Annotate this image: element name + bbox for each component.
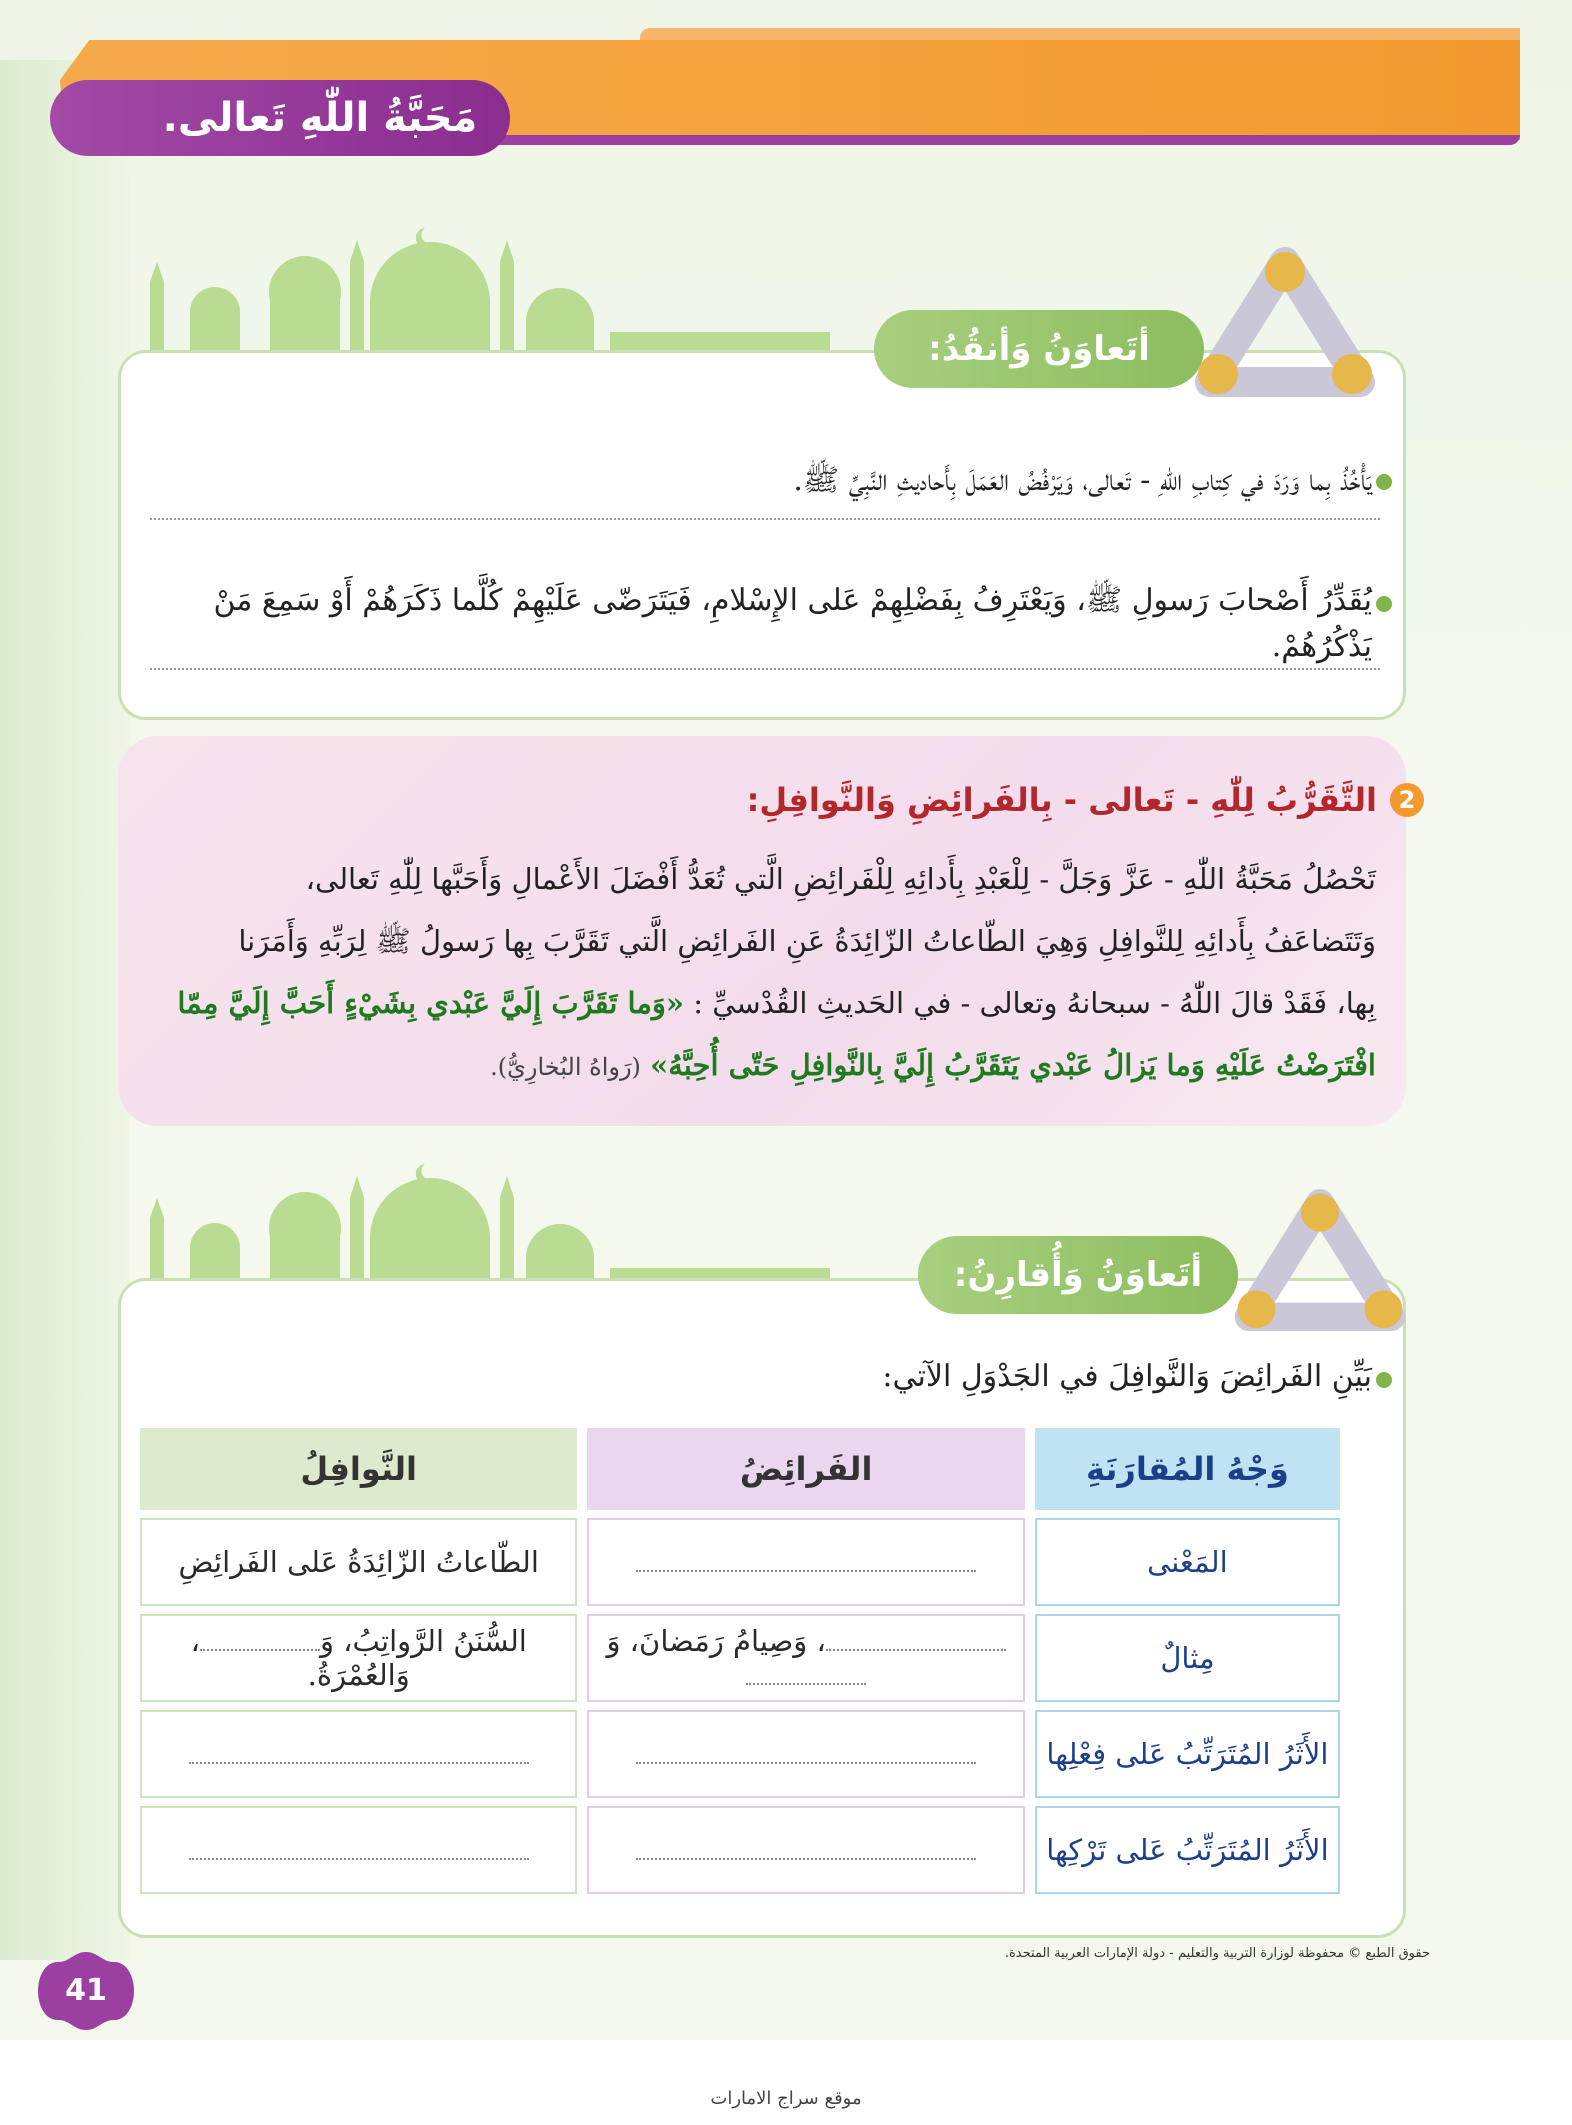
paragraph-line: وَتَتَضاعَفُ بِأَدائِهِ لِلنَّوافِلِ وَهِيَ الطّاعاتُ الزّائِدَةُ عَنِ الفَرائِضِ الَّتي تَقَرَّبَ بِها رَسولُ ﷺ لِرَبِّهِ وَأَمَرَنا bbox=[238, 924, 1376, 958]
mosque-skyline-icon bbox=[130, 222, 830, 362]
bullet-text-2: يُقَدِّرُ أَصْحابَ رَسولِ ﷺ، وَيَعْتَرِفُ بِفَضْلِهِمْ عَلى الإِسْلامِ، فَيَتَرَضّى عَلَيْهِمْ كُلَّما ذَكَرَهُمْ أَوْ سَمِعَ مَنْ يَذْكُرُهُمْ. bbox=[213, 583, 1372, 664]
paragraph-line: تَحْصُلُ مَحَبَّةُ اللّٰهِ - عَزَّ وَجَلَّ - لِلْعَبْدِ بِأَدائِهِ لِلْفَرائِضِ الَّتي تُعَدُّ أَفْضَلَ الأَعْمالِ وَأَحَبَّها لِلّٰهِ تَعالى، bbox=[305, 862, 1376, 896]
instruction-text: بَيِّنِ الفَرائِضَ وَالنَّوافِلَ في الجَدْوَلِ الآتي: bbox=[882, 1359, 1372, 1394]
dotted-answer-line bbox=[826, 1647, 1006, 1651]
header-compare: وَجْهُ المُقارَنَةِ bbox=[1035, 1428, 1340, 1510]
cooperation-hands-icon bbox=[1190, 242, 1380, 402]
paragraph-line bbox=[160, 1034, 1376, 1098]
cell-text: ، وَصِيامُ رَمَضانَ، وَ bbox=[606, 1624, 826, 1658]
cooperation-hands-icon bbox=[1230, 1180, 1410, 1340]
header-faraid: الفَرائِضُ bbox=[587, 1428, 1024, 1510]
page-title: مَحَبَّةُ اللّٰهِ تَعالى. bbox=[162, 95, 478, 141]
answer-cell[interactable] bbox=[140, 1806, 577, 1894]
hadith-quote: افْتَرَضْتُ عَلَيْهِ وَما يَزالُ عَبْدي يَتَقَرَّبُ إِلَيَّ بِالنَّوافِلِ حَتّى أُحِبَّهُ» bbox=[650, 1048, 1376, 1082]
dotted-answer-line bbox=[746, 1681, 866, 1685]
row-label: مِثالٌ bbox=[1035, 1614, 1340, 1702]
answer-cell[interactable] bbox=[587, 1518, 1024, 1606]
page-number: 41 bbox=[65, 1973, 107, 2008]
dotted-answer-line bbox=[636, 1760, 976, 1764]
dotted-answer-line bbox=[200, 1647, 320, 1651]
answer-cell[interactable] bbox=[587, 1806, 1024, 1894]
table-row bbox=[140, 1806, 1340, 1894]
answer-line-1 bbox=[150, 518, 1380, 520]
bullet-dot bbox=[1376, 596, 1392, 612]
copyright-note: حقوق الطبع © محفوظة لوزارة التربية والتعليم - دولة الإمارات العربية المتحدة. bbox=[1004, 1946, 1430, 1961]
cell-text: ، وَالعُمْرَةُ. bbox=[190, 1624, 410, 1692]
section-label-pill bbox=[918, 1236, 1238, 1314]
section-number-badge: 2 bbox=[1390, 783, 1424, 817]
hadith-quote: «وَما تَقَرَّبَ إِلَيَّ عَبْدي بِشَيْءٍ أَحَبَّ إِلَيَّ مِمّا bbox=[177, 986, 684, 1020]
row-label: الأَثَرُ المُتَرَتِّبُ عَلى فِعْلِها bbox=[1035, 1710, 1340, 1798]
answer-line-2 bbox=[150, 668, 1380, 670]
answer-cell[interactable] bbox=[587, 1710, 1024, 1798]
bullet-dot bbox=[1376, 1372, 1392, 1388]
comparison-table bbox=[130, 1420, 1350, 1902]
bullet-dot bbox=[1376, 474, 1392, 490]
paragraph-text: بِها، فَقَدْ قالَ اللّٰهُ - سبحانهُ وتعالى - في الحَديثِ القُدْسيِّ : bbox=[693, 986, 1376, 1020]
cell-text: الطّاعاتُ الزّائِدَةُ عَلى الفَرائِضِ bbox=[140, 1518, 577, 1606]
left-decorative-strip bbox=[0, 60, 130, 1960]
bullet-text-1: يَأْخُذُ بِما وَرَدَ في كِتابِ اللّٰهِ - تَعالى، وَيَرْفُضُ العَمَلَ بِأَحاديثِ النَّبِيِّ ﷺ. bbox=[793, 463, 1372, 498]
dotted-answer-line bbox=[636, 1856, 976, 1860]
section-heading: التَّقَرُّبُ لِلّٰهِ - تَعالى - بِالفَرائِضِ وَالنَّوافِلِ: bbox=[746, 781, 1377, 819]
site-footer: موقع سراج الامارات bbox=[710, 2088, 862, 2109]
answer-cell[interactable] bbox=[587, 1614, 1024, 1702]
header-nawafil: النَّوافِلُ bbox=[140, 1428, 577, 1510]
mosque-skyline-icon bbox=[130, 1158, 830, 1298]
table-row bbox=[140, 1710, 1340, 1798]
answer-cell[interactable] bbox=[140, 1614, 577, 1702]
cell-text: السُّنَنُ الرَّواتِبُ، وَ bbox=[319, 1624, 527, 1658]
answer-cell[interactable] bbox=[140, 1710, 577, 1798]
dotted-answer-line bbox=[636, 1568, 976, 1572]
table-row bbox=[140, 1614, 1340, 1702]
dotted-answer-line bbox=[189, 1856, 529, 1860]
paragraph-line bbox=[160, 972, 1376, 1034]
section-label: أتَعاوَنُ وَأُقارِنُ: bbox=[953, 1255, 1203, 1295]
section-label: أتَعاوَنُ وَأنقُدُ: bbox=[928, 329, 1150, 369]
row-label: الأَثَرُ المُتَرَتِّبُ عَلى تَرْكِها bbox=[1035, 1806, 1340, 1894]
dotted-answer-line bbox=[189, 1760, 529, 1764]
hadith-reference: (رَواهُ البُخارِيُّ). bbox=[490, 1053, 641, 1081]
section-label-pill bbox=[874, 310, 1204, 388]
row-label: المَعْنى bbox=[1035, 1518, 1340, 1606]
table-row bbox=[140, 1518, 1340, 1606]
